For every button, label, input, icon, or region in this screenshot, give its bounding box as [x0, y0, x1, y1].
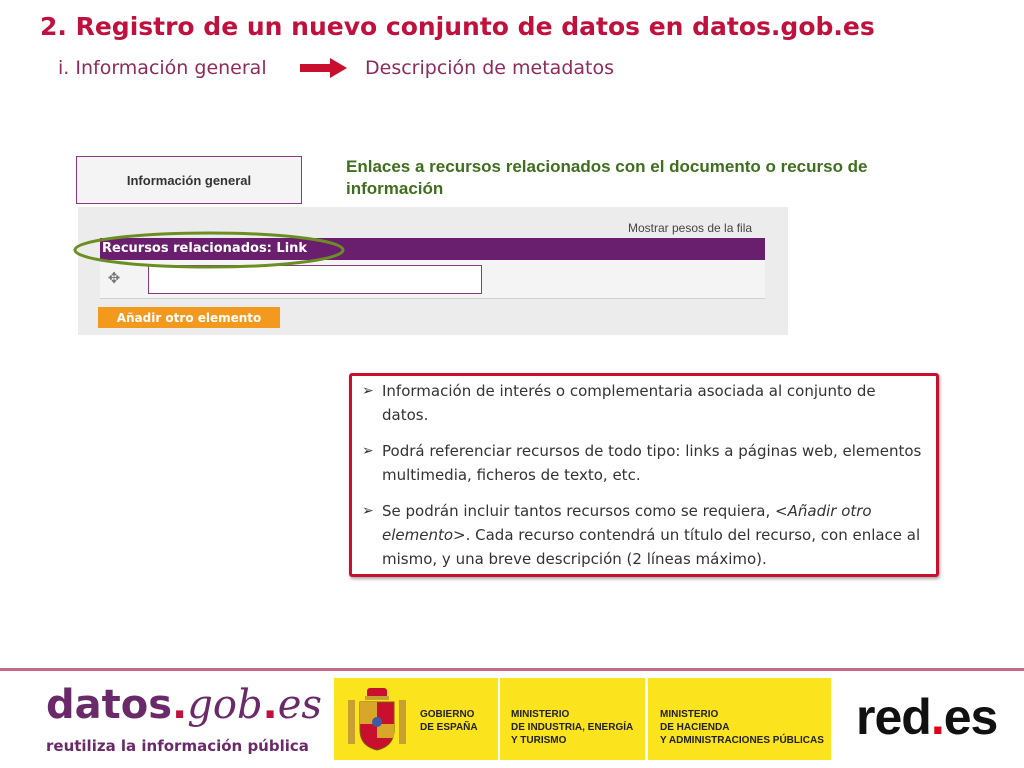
logo-dot: .: [172, 682, 188, 728]
add-element-button[interactable]: Añadir otro elemento: [98, 307, 280, 328]
ministerio-hacienda-label: [660, 708, 824, 747]
arrow-bullet-icon: ➢: [362, 443, 374, 459]
step-from-label: i. Información general: [58, 57, 267, 79]
arrow-right-icon: [300, 57, 348, 79]
label-line: Y ADMINISTRACIONES PÚBLICAS: [660, 735, 824, 746]
logo-part: es: [277, 682, 322, 728]
red-es-logo: [856, 688, 997, 746]
logo-tagline: reutiliza la información pública: [46, 737, 309, 755]
show-row-weights-link[interactable]: Mostrar pesos de la fila: [628, 221, 753, 235]
label-line: DE INDUSTRIA, ENERGÍA: [511, 722, 634, 733]
logo-part: datos: [46, 682, 173, 728]
label-line: DE HACIENDA: [660, 722, 730, 733]
label-line: Y TURISMO: [511, 735, 567, 746]
section-header-label: Recursos relacionados: Link: [102, 241, 308, 256]
logo-dot: .: [262, 682, 278, 728]
logo-part: es: [943, 689, 998, 745]
arrow-bullet-icon: ➢: [362, 383, 374, 399]
gobierno-espana-label: [420, 708, 478, 734]
note-item: [362, 379, 922, 427]
step-to-label: Descripción de metadatos: [365, 57, 615, 79]
label-line: MINISTERIO: [660, 709, 719, 720]
note-text: Podrá referenciar recursos de todo tipo: links a páginas web, elementos multimedia, ficheros de texto, etc.: [382, 442, 922, 484]
datos-gob-es-logo: [46, 682, 322, 728]
logo-dot: .: [930, 689, 944, 745]
label-line: MINISTERIO: [511, 709, 570, 720]
coat-of-arms-icon: [346, 684, 408, 754]
note-item: [362, 439, 922, 487]
ministerio-industria-label: [511, 708, 633, 747]
footer-divider: [0, 668, 1024, 671]
note-text: [362, 499, 922, 571]
slide-title: 2. Registro de un nuevo conjunto de datos en datos.gob.es: [40, 12, 875, 41]
note-text: Información de interés o complementaria asociada al conjunto de datos.: [382, 382, 876, 424]
drag-handle-icon[interactable]: ✥: [107, 269, 121, 287]
form-caption: Enlaces a recursos relacionados con el documento o recurso de información: [346, 157, 868, 198]
label-line: GOBIERNO: [420, 709, 475, 720]
note-item: [362, 499, 922, 571]
tab-informacion-general[interactable]: Información general: [76, 156, 302, 204]
note-text-emphasis: <Añadir otro elemento>: [382, 502, 872, 544]
highlight-ellipse: [72, 230, 346, 270]
note-text-part: . Cada recurso contendrá un título del recurso, con enlace al mismo, y una breve descripción (2 líneas máximo).: [382, 526, 921, 568]
label-line: DE ESPAÑA: [420, 722, 478, 733]
note-text-part: Se podrán incluir tantos recursos como se requiera,: [382, 502, 776, 520]
arrow-bullet-icon: ➢: [362, 503, 374, 519]
logo-part: red: [856, 689, 931, 745]
logo-part: gob: [187, 682, 263, 728]
